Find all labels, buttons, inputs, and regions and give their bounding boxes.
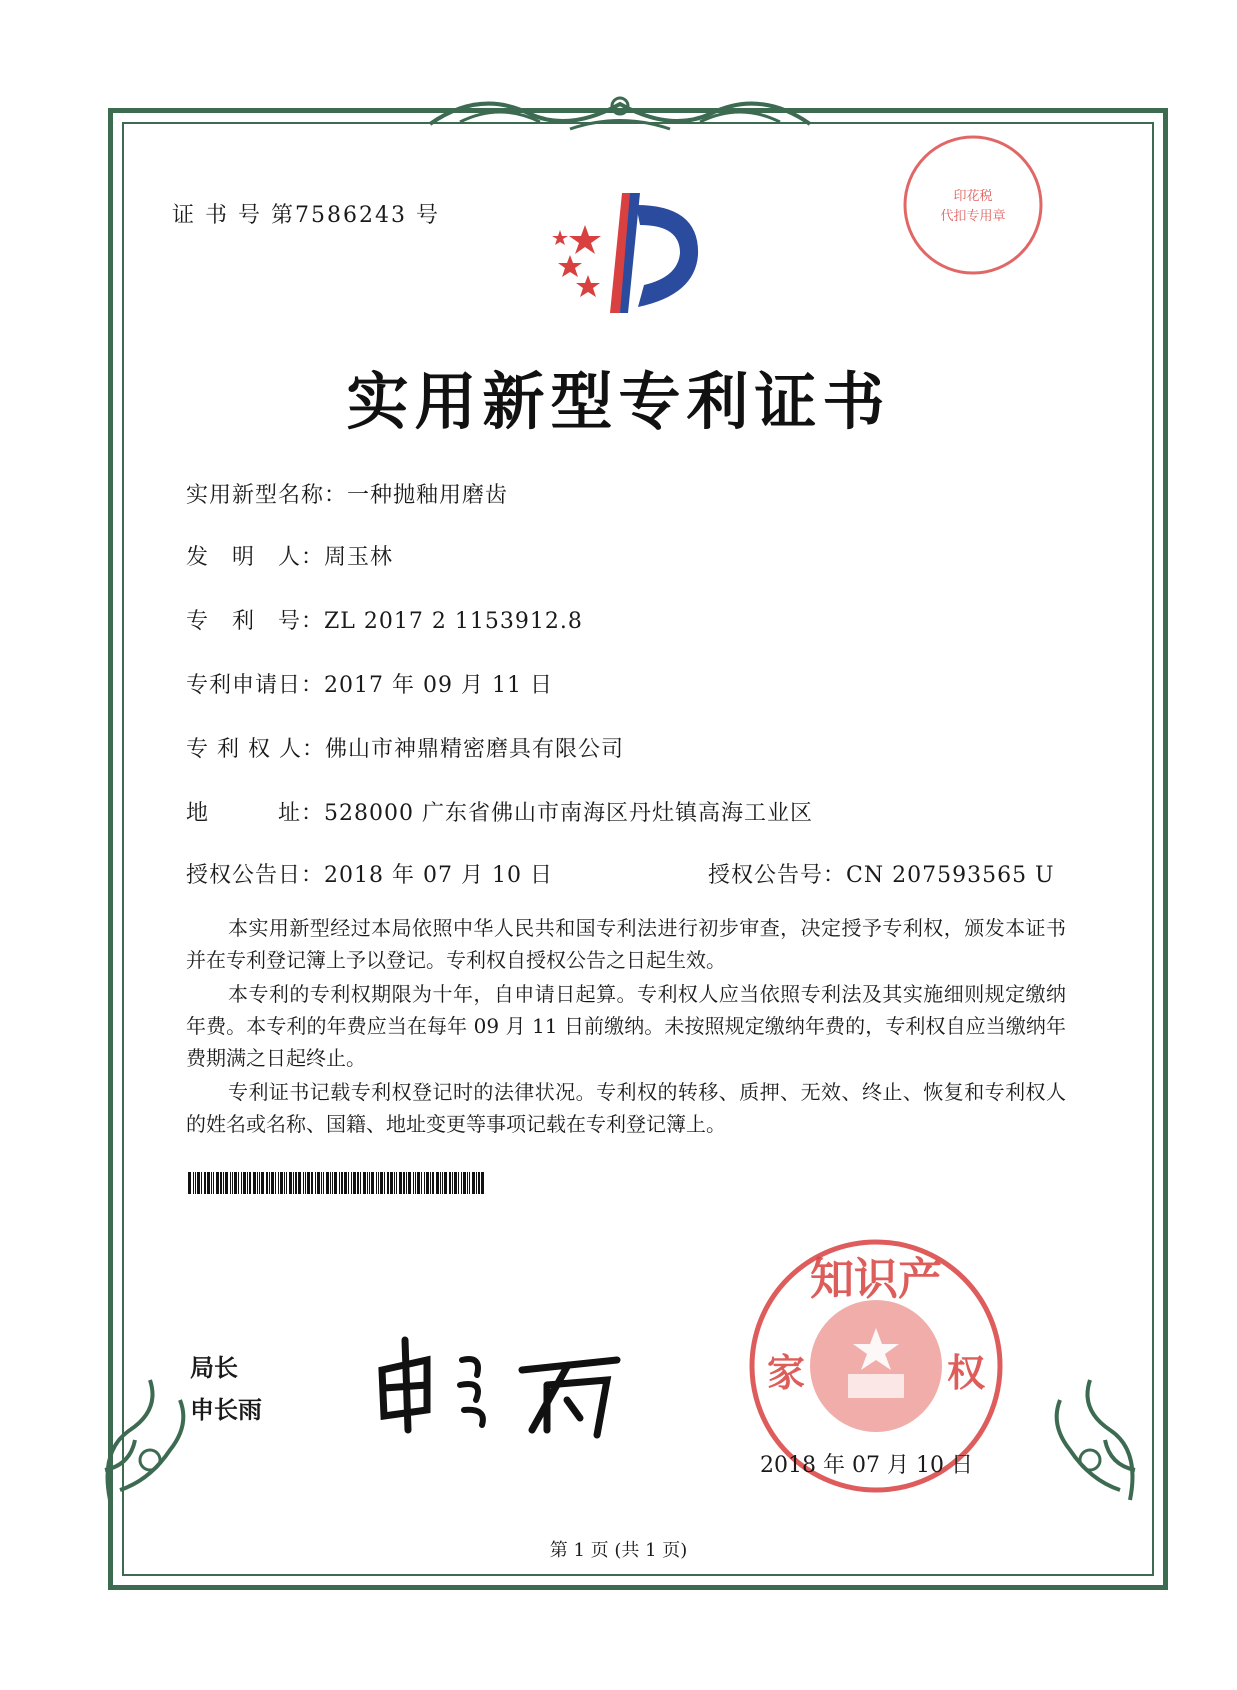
- certificate-number: [172, 198, 440, 229]
- body-paragraph: 专利证书记载专利权登记时的法律状况。专利权的转移、质押、无效、终止、恢复和专利权人的姓名或名称、国籍、地址变更等事项记载在专利登记簿上。: [186, 1080, 1066, 1136]
- application-date-row: [186, 668, 553, 699]
- grant-date-value: 2018 年 07 月 10 日: [324, 863, 553, 888]
- patentee-label: 专 利 权 人：: [186, 737, 325, 762]
- address-value: 528000 广东省佛山市南海区丹灶镇高海工业区: [324, 801, 813, 826]
- body-paragraph: 本实用新型经过本局依照中华人民共和国专利法进行初步审查，决定授予专利权，颁发本证书并在专利登记簿上予以登记。专利权自授权公告之日起生效。: [186, 916, 1066, 972]
- certificate-number-suffix: 号: [415, 203, 440, 228]
- certificate-title: 实用新型专利证书: [346, 365, 891, 438]
- inventor-value: 周玉林: [324, 545, 394, 570]
- utility-name-value: 一种抛釉用磨齿: [347, 483, 509, 508]
- application-date-label: 专利申请日：: [186, 673, 325, 698]
- grant-number-label: 授权公告号：: [708, 863, 847, 888]
- inventor-label: 发 明 人：: [186, 545, 325, 570]
- body-paragraph: 本专利的专利权期限为十年，自申请日起算。专利权人应当依照专利法及其实施细则规定缴纳年费。本专利的年费应当在每年 09 月 11 日前缴纳。未按照规定缴纳年费的，专利权自应当缴纳年费期满之日起终止。: [186, 982, 1066, 1070]
- svg-text:知识产: 知识产: [810, 1254, 942, 1305]
- inventor-row: [186, 540, 393, 571]
- application-date-value: 2017 年 09 月 11 日: [324, 673, 553, 698]
- certificate-number-label: 证 书 号 第: [172, 203, 295, 228]
- director-signature: [372, 1330, 632, 1440]
- address-label: 地 址：: [186, 801, 325, 826]
- page-indicator: 第 1 页 (共 1 页): [549, 1540, 688, 1561]
- patentee-row: [186, 732, 624, 763]
- patent-number-row: [186, 604, 583, 635]
- svg-text:权: 权: [946, 1350, 986, 1395]
- grant-date-row: [186, 858, 553, 889]
- top-ornament: [420, 84, 820, 138]
- patent-office-logo: [540, 185, 720, 335]
- grant-number-value: CN 207593565 U: [846, 863, 1055, 888]
- director-name: 申长雨: [190, 1395, 262, 1424]
- certificate-body: [186, 912, 1066, 1142]
- barcode: [188, 1172, 488, 1194]
- svg-text:印花税: 印花税: [953, 189, 993, 204]
- patent-number-value: ZL 2017 2 1153912.8: [324, 609, 583, 634]
- patentee-value: 佛山市神鼎精密磨具有限公司: [324, 737, 624, 762]
- utility-name-row: [186, 478, 508, 509]
- address-row: [186, 796, 813, 827]
- svg-text:代扣专用章: 代扣专用章: [940, 209, 1006, 224]
- tax-seal: [898, 130, 1048, 280]
- svg-text:家: 家: [766, 1350, 806, 1395]
- corner-ornament-right: [1030, 1370, 1150, 1510]
- patent-number-label: 专 利 号：: [186, 609, 325, 634]
- grant-date-label: 授权公告日：: [186, 863, 325, 888]
- grant-number-row: [708, 858, 1055, 889]
- certificate-number-value: 7586243: [294, 203, 407, 228]
- director-title: 局长: [190, 1353, 238, 1382]
- utility-name-label: 实用新型名称：: [186, 483, 348, 508]
- seal-date: 2018 年 07 月 10 日: [760, 1453, 973, 1478]
